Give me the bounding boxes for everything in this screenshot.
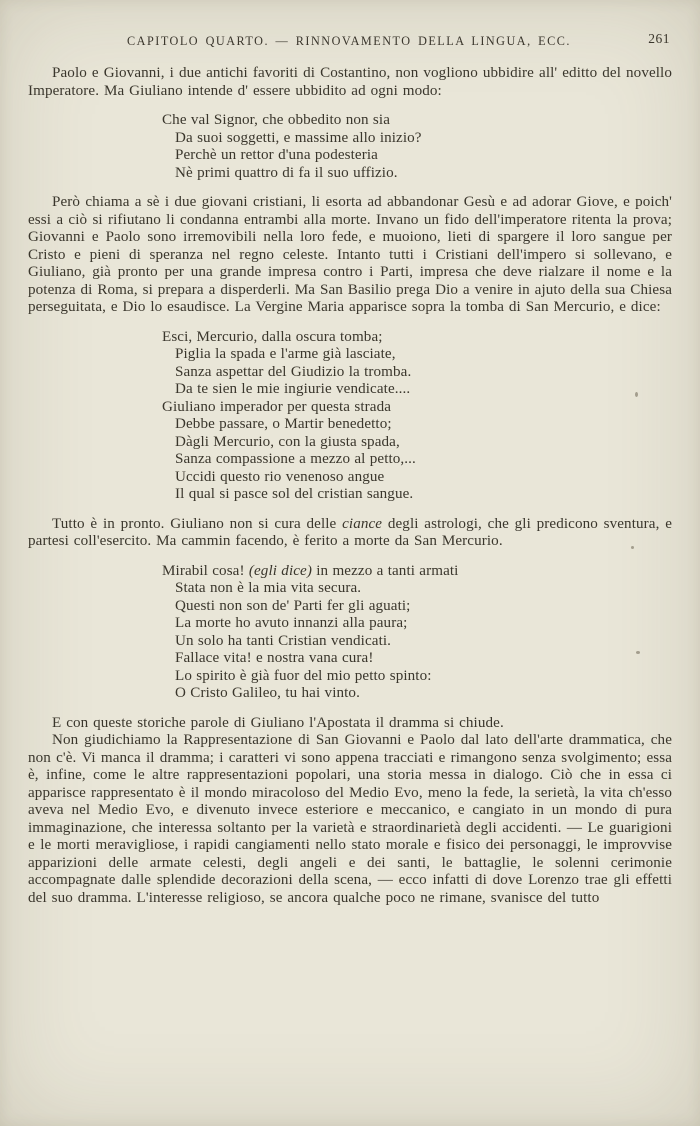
paragraph: E con queste storiche parole di Giuliano l'Apostata il dramma si chiude. [52, 714, 504, 731]
verse-line: Da te sien le mie ingiurie vendicate.... [175, 381, 411, 397]
paragraph: Paolo e Giovanni, i due antichi favoriti di Costantino, non vogliono ubbidire all' editto del novello Imperatore. Ma Giuliano intende d' essere ubbidito ad ogni modo: [28, 65, 672, 99]
verse-line: Perchè un rettor d'una podesteria [175, 147, 378, 163]
verse-block [162, 329, 672, 504]
paragraph: Non giudichiamo la Rappresentazione di San Giovanni e Paolo dal lato dell'arte drammatica, che non c'è. Vi manca il dramma; i caratteri vi sono appena tracciati e rimangono senza svolgimento; essa è, infine, come le altre rappresentazioni popolari, una storia messa in dialogo. Ciò che in essa ci apparisce rappresentato è il mondo miracoloso del Medio Evo, meno la fede, la serietà, la vita ch'esso aveva nel Medio Evo, e divenuto invece esteriore e meccanico, e cangiato in un mondo di pura immaginazione, che interessa soltanto per la varietà e straordinarietà degli accidenti. — Le guarigioni e le morti meravigliose, i rapidi cangiamenti nello stato morale e fisico dei personaggi, le improvvise apparizioni delle armate celesti, degli angeli e dei santi, le battaglie, le solenni cerimonie accompagnate dalle splendide decorazioni della scena, — ecco infatti di dove Lorenzo trae gli effetti del suo dramma. L'interesse religioso, se ancora qualche poco ne rimane, svanisce del tutto [28, 732, 672, 906]
verse-line: Esci, Mercurio, dalla oscura tomba; [162, 328, 383, 345]
verse-line: Lo spirito è già fuor del mio petto spinto: [175, 667, 432, 684]
verse-line: Nè primi quattro di fa il suo uffizio. [175, 164, 398, 181]
verse-line: Stata non è la mia vita secura. [175, 580, 362, 596]
page-number: 261 [648, 31, 670, 46]
verse-line: Fallace vita! e nostra vana cura! [175, 650, 374, 666]
verse-line: Debbe passare, o Martir benedetto; [175, 416, 392, 432]
scan-artifact [631, 546, 634, 549]
verse-line: La morte ho avuto innanzi alla paura; [175, 615, 408, 631]
page-body [0, 50, 700, 907]
verse-line: Che val Signor, che obbedito non sia [162, 112, 390, 128]
verse-block [162, 112, 672, 182]
verse-line: O Cristo Galileo, tu hai vinto. [175, 685, 360, 701]
verse-line: Uccidi questo rio venenoso angue [175, 468, 385, 485]
verse-line: Questi non son de' Parti fer gli aguati; [175, 597, 411, 614]
scan-artifact [635, 392, 638, 397]
scan-artifact [636, 651, 640, 654]
verse-line: Giuliano imperador per questa strada [162, 398, 392, 415]
verse-line: Da suoi soggetti, e massime allo inizio? [175, 129, 422, 146]
verse-block [162, 563, 672, 703]
verse-line: Sanza compassione a mezzo al petto,... [175, 451, 416, 467]
verse-line: Mirabil cosa! (egli dice) in mezzo a tanti armati [162, 562, 459, 579]
paragraph: Però chiama a sè i due giovani cristiani, li esorta ad abbandonar Gesù e ad adorar Giove, e poich' essi a ciò si rifiutano li condanna entrambi alla morte. Invano un fido dell'imperatore ritenta la prova; Giovanni e Paolo sono irremovibili nella loro fede, e muoiono, lieti di spargere il loro sangue per Cristo e pieni di speranza nel regno celeste. Intanto tutti i Cristiani dell'impero si sollevano, e Giuliano, già pronto per una grande impresa contro i Parti, impresa che deve rialzare il nome e la potenza di Roma, si prepara a disperderli. Ma San Basilio prega Dio a venire in ajuto della sua Chiesa perseguitata, e Dio lo esaudisce. La Vergine Maria apparisce sopra la tomba di San Mercurio, e dice: [28, 194, 672, 315]
page-header [0, 0, 700, 50]
verse-line: Sanza aspettar del Giudizio la tromba. [175, 363, 412, 380]
paragraph: Tutto è in pronto. Giuliano non si cura delle ciance degli astrologi, che gli predicono sventura, e partesi coll'esercito. Ma cammin facendo, è ferito a morte da San Mercurio. [28, 515, 672, 549]
running-title: CAPITOLO QUARTO. — RINNOVAMENTO DELLA LINGUA, ECC. [127, 34, 571, 48]
verse-line: Dàgli Mercurio, con la giusta spada, [175, 433, 400, 450]
verse-line: Il qual si pasce sol del cristian sangue. [175, 486, 414, 502]
verse-line: Un solo ha tanti Cristian vendicati. [175, 632, 392, 649]
verse-line: Piglia la spada e l'arme già lasciate, [175, 346, 396, 362]
